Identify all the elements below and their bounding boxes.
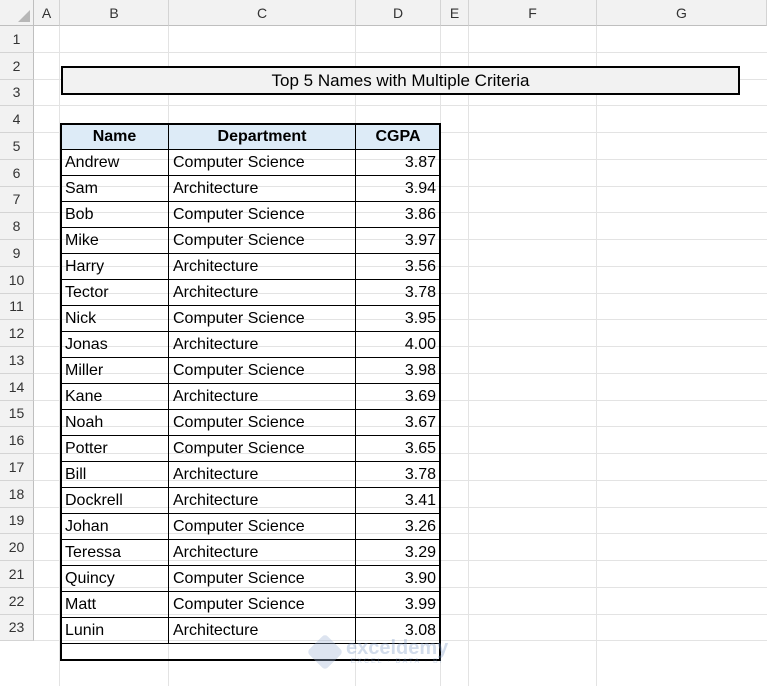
name-cell[interactable]: Quincy bbox=[61, 566, 169, 592]
table-row bbox=[61, 436, 441, 462]
department-cell[interactable]: Computer Science bbox=[169, 410, 356, 436]
name-cell[interactable]: Dockrell bbox=[61, 488, 169, 514]
watermark bbox=[312, 638, 448, 665]
header-name[interactable]: Name bbox=[61, 124, 169, 150]
table-row bbox=[61, 254, 441, 280]
row-header-17[interactable]: 17 bbox=[0, 454, 34, 481]
table-row bbox=[61, 306, 441, 332]
row-header-19[interactable]: 19 bbox=[0, 508, 34, 535]
row-header-15[interactable]: 15 bbox=[0, 401, 34, 428]
name-cell[interactable]: Potter bbox=[61, 436, 169, 462]
department-cell[interactable]: Architecture bbox=[169, 280, 356, 306]
cgpa-cell[interactable]: 3.67 bbox=[356, 410, 441, 436]
cgpa-cell[interactable]: 3.78 bbox=[356, 280, 441, 306]
gridline-column bbox=[596, 26, 597, 686]
department-cell[interactable]: Architecture bbox=[169, 176, 356, 202]
department-cell[interactable]: Computer Science bbox=[169, 436, 356, 462]
row-header-16[interactable]: 16 bbox=[0, 427, 34, 454]
name-cell[interactable]: Jonas bbox=[61, 332, 169, 358]
row-header-18[interactable]: 18 bbox=[0, 481, 34, 508]
row-header-6[interactable]: 6 bbox=[0, 160, 34, 187]
gridline-row bbox=[34, 105, 767, 106]
table-row bbox=[61, 150, 441, 176]
cgpa-cell[interactable]: 3.41 bbox=[356, 488, 441, 514]
cgpa-cell[interactable]: 3.78 bbox=[356, 462, 441, 488]
department-cell[interactable]: Computer Science bbox=[169, 228, 356, 254]
name-cell[interactable]: Kane bbox=[61, 384, 169, 410]
row-header-13[interactable]: 13 bbox=[0, 347, 34, 374]
student-table bbox=[60, 123, 441, 644]
name-cell[interactable]: Nick bbox=[61, 306, 169, 332]
cgpa-cell[interactable]: 3.94 bbox=[356, 176, 441, 202]
department-cell[interactable]: Computer Science bbox=[169, 514, 356, 540]
name-cell[interactable]: Sam bbox=[61, 176, 169, 202]
table-row bbox=[61, 592, 441, 618]
row-header-3[interactable]: 3 bbox=[0, 80, 34, 107]
cgpa-cell[interactable]: 3.08 bbox=[356, 618, 441, 644]
table-row bbox=[61, 514, 441, 540]
row-header-4[interactable]: 4 bbox=[0, 106, 34, 133]
header-department[interactable]: Department bbox=[169, 124, 356, 150]
watermark-tagline: EXCEL · DATA · BI bbox=[350, 658, 444, 665]
cgpa-cell[interactable]: 3.87 bbox=[356, 150, 441, 176]
gridline-row bbox=[34, 52, 767, 53]
header-cgpa[interactable]: CGPA bbox=[356, 124, 441, 150]
name-cell[interactable]: Noah bbox=[61, 410, 169, 436]
department-cell[interactable]: Computer Science bbox=[169, 566, 356, 592]
watermark-name: exceldemy bbox=[346, 637, 449, 659]
select-all-triangle-icon bbox=[18, 10, 30, 22]
column-header-c[interactable]: C bbox=[169, 0, 356, 26]
table-row bbox=[61, 228, 441, 254]
cgpa-cell[interactable]: 4.00 bbox=[356, 332, 441, 358]
row-header-10[interactable]: 10 bbox=[0, 267, 34, 294]
row-header-5[interactable]: 5 bbox=[0, 133, 34, 160]
row-header-9[interactable]: 9 bbox=[0, 240, 34, 267]
row-header-1[interactable]: 1 bbox=[0, 26, 34, 53]
cgpa-cell[interactable]: 3.69 bbox=[356, 384, 441, 410]
name-cell[interactable]: Harry bbox=[61, 254, 169, 280]
department-cell[interactable]: Architecture bbox=[169, 254, 356, 280]
column-header-g[interactable]: G bbox=[597, 0, 767, 26]
department-cell[interactable]: Architecture bbox=[169, 488, 356, 514]
cgpa-cell[interactable]: 3.65 bbox=[356, 436, 441, 462]
row-header-8[interactable]: 8 bbox=[0, 213, 34, 240]
row-header-22[interactable]: 22 bbox=[0, 588, 34, 615]
department-cell[interactable]: Architecture bbox=[169, 332, 356, 358]
table-row bbox=[61, 332, 441, 358]
column-header-f[interactable]: F bbox=[469, 0, 597, 26]
table-row bbox=[61, 358, 441, 384]
cgpa-cell[interactable]: 3.98 bbox=[356, 358, 441, 384]
department-cell[interactable]: Architecture bbox=[169, 462, 356, 488]
table-row bbox=[61, 462, 441, 488]
name-cell[interactable]: Johan bbox=[61, 514, 169, 540]
department-cell[interactable]: Architecture bbox=[169, 384, 356, 410]
cgpa-cell[interactable]: 3.99 bbox=[356, 592, 441, 618]
gridline-column bbox=[468, 26, 469, 686]
cgpa-cell[interactable]: 3.26 bbox=[356, 514, 441, 540]
select-all-button[interactable] bbox=[0, 0, 34, 26]
column-header-b[interactable]: B bbox=[60, 0, 169, 26]
row-header-23[interactable]: 23 bbox=[0, 615, 34, 642]
table-row bbox=[61, 540, 441, 566]
table-row bbox=[61, 384, 441, 410]
row-header-7[interactable]: 7 bbox=[0, 187, 34, 214]
name-cell[interactable]: Tector bbox=[61, 280, 169, 306]
column-header-a[interactable]: A bbox=[34, 0, 60, 26]
table-row bbox=[61, 566, 441, 592]
cgpa-cell[interactable]: 3.56 bbox=[356, 254, 441, 280]
department-cell[interactable]: Computer Science bbox=[169, 150, 356, 176]
cgpa-cell[interactable]: 3.95 bbox=[356, 306, 441, 332]
name-cell[interactable]: Mike bbox=[61, 228, 169, 254]
department-cell[interactable]: Computer Science bbox=[169, 306, 356, 332]
row-header-2[interactable]: 2 bbox=[0, 53, 34, 80]
column-header-e[interactable]: E bbox=[441, 0, 469, 26]
cgpa-cell[interactable]: 3.86 bbox=[356, 202, 441, 228]
row-header-11[interactable]: 11 bbox=[0, 294, 34, 321]
name-cell[interactable]: Bill bbox=[61, 462, 169, 488]
row-header-14[interactable]: 14 bbox=[0, 374, 34, 401]
row-header-21[interactable]: 21 bbox=[0, 561, 34, 588]
department-cell[interactable]: Computer Science bbox=[169, 202, 356, 228]
department-cell[interactable]: Computer Science bbox=[169, 358, 356, 384]
name-cell[interactable]: Andrew bbox=[61, 150, 169, 176]
title-cell[interactable]: Top 5 Names with Multiple Criteria bbox=[61, 66, 740, 95]
table-row bbox=[61, 410, 441, 436]
row-header-12[interactable]: 12 bbox=[0, 320, 34, 347]
cgpa-cell[interactable]: 3.97 bbox=[356, 228, 441, 254]
department-cell[interactable]: Architecture bbox=[169, 540, 356, 566]
name-cell[interactable]: Miller bbox=[61, 358, 169, 384]
department-cell[interactable]: Architecture bbox=[169, 618, 356, 644]
table-row bbox=[61, 488, 441, 514]
table-row bbox=[61, 280, 441, 306]
cgpa-cell[interactable]: 3.90 bbox=[356, 566, 441, 592]
column-header-d[interactable]: D bbox=[356, 0, 441, 26]
table-row bbox=[61, 202, 441, 228]
name-cell[interactable]: Bob bbox=[61, 202, 169, 228]
cgpa-cell[interactable]: 3.29 bbox=[356, 540, 441, 566]
name-cell[interactable]: Teressa bbox=[61, 540, 169, 566]
department-cell[interactable]: Computer Science bbox=[169, 592, 356, 618]
name-cell[interactable]: Matt bbox=[61, 592, 169, 618]
exceldemy-logo-icon bbox=[307, 633, 344, 670]
table-row bbox=[61, 176, 441, 202]
name-cell[interactable]: Lunin bbox=[61, 618, 169, 644]
row-header-20[interactable]: 20 bbox=[0, 534, 34, 561]
